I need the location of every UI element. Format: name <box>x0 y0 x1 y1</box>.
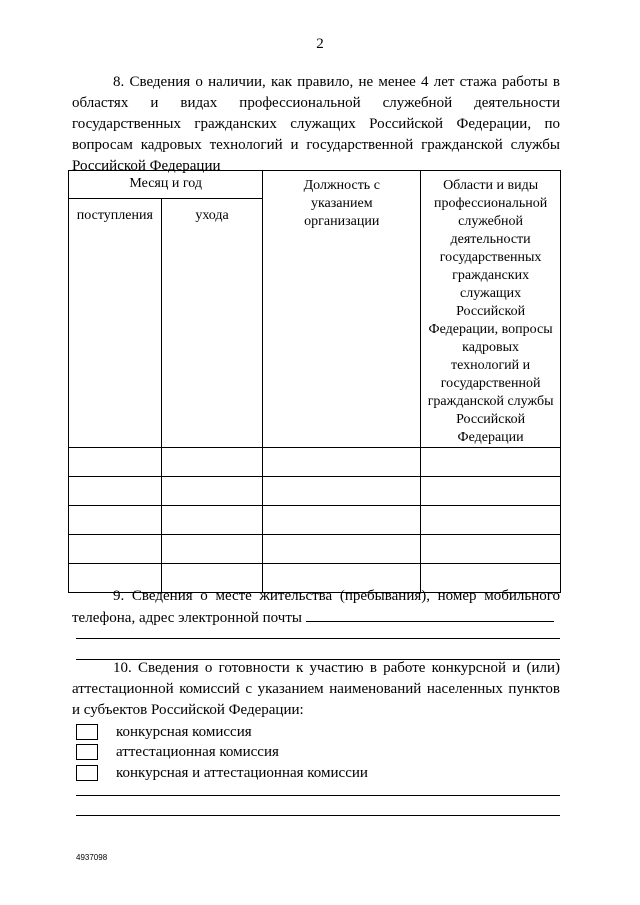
table-cell[interactable] <box>263 448 421 477</box>
checkbox[interactable] <box>76 724 98 740</box>
section-9-paragraph <box>72 586 560 629</box>
table-row <box>69 448 561 477</box>
table-cell[interactable] <box>161 448 263 477</box>
work-experience-table <box>68 170 561 593</box>
header-position <box>263 171 421 448</box>
table-cell[interactable] <box>161 506 263 535</box>
table-cell[interactable] <box>421 477 561 506</box>
checkbox[interactable] <box>76 744 98 760</box>
table-cell[interactable] <box>69 448 162 477</box>
header-month-year: Месяц и год <box>69 171 263 199</box>
page-number: 2 <box>316 36 324 52</box>
table-cell[interactable] <box>421 448 561 477</box>
header-entry: поступления <box>69 198 162 447</box>
blank-line[interactable] <box>76 795 560 796</box>
email-blank-field[interactable] <box>306 607 554 622</box>
table-cell[interactable] <box>69 506 162 535</box>
section-10-paragraph: 10. Сведения о готовности к участию в работе конкурсной и (или) аттестационной комиссий с указанием наименований населенных пунктов и субъектов Российской Федерации: <box>72 660 560 718</box>
table-row <box>69 535 561 564</box>
table-row <box>69 506 561 535</box>
table-cell[interactable] <box>263 477 421 506</box>
table-cell[interactable] <box>161 535 263 564</box>
blank-line[interactable] <box>76 638 560 639</box>
option-label: конкурсная и аттестационная комиссии <box>116 765 368 781</box>
option-label: аттестационная комиссия <box>116 744 279 760</box>
section-9-text: 9. Сведения о месте жительства (пребывания), номер мобильного телефона, адрес электронной почты <box>72 588 560 626</box>
header-exit: ухода <box>161 198 263 447</box>
table-cell[interactable] <box>421 535 561 564</box>
table-cell[interactable] <box>69 477 162 506</box>
document-number: 4937098 <box>76 853 108 862</box>
table-cell[interactable] <box>421 506 561 535</box>
table-cell[interactable] <box>69 535 162 564</box>
table-row <box>69 477 561 506</box>
checkbox[interactable] <box>76 765 98 781</box>
option-attestation-commission[interactable] <box>76 743 279 761</box>
option-label: конкурсная комиссия <box>116 724 252 740</box>
table-cell[interactable] <box>263 535 421 564</box>
option-competition-commission[interactable] <box>76 723 252 741</box>
header-areas-text: Области и виды профессиональной служебной деятельности государственных гражданских служащих Российской Федерации, вопросы кадровых технологий и государственной гражданской службы Российской Федерации <box>427 178 554 445</box>
blank-line[interactable] <box>76 815 560 816</box>
table-cell[interactable] <box>263 506 421 535</box>
header-areas <box>421 171 561 448</box>
section-8-paragraph: 8. Сведения о наличии, как правило, не менее 4 лет стажа работы в областях и видах профессиональной служебной деятельности государственных гражданских служащих Российской Федерации, по вопросам кадровых технологий и государственной гражданской службы Российской Федерации <box>72 74 560 174</box>
header-position-text: Должность с указанием организации <box>303 178 380 229</box>
option-both-commissions[interactable] <box>76 764 368 782</box>
table-cell[interactable] <box>161 477 263 506</box>
